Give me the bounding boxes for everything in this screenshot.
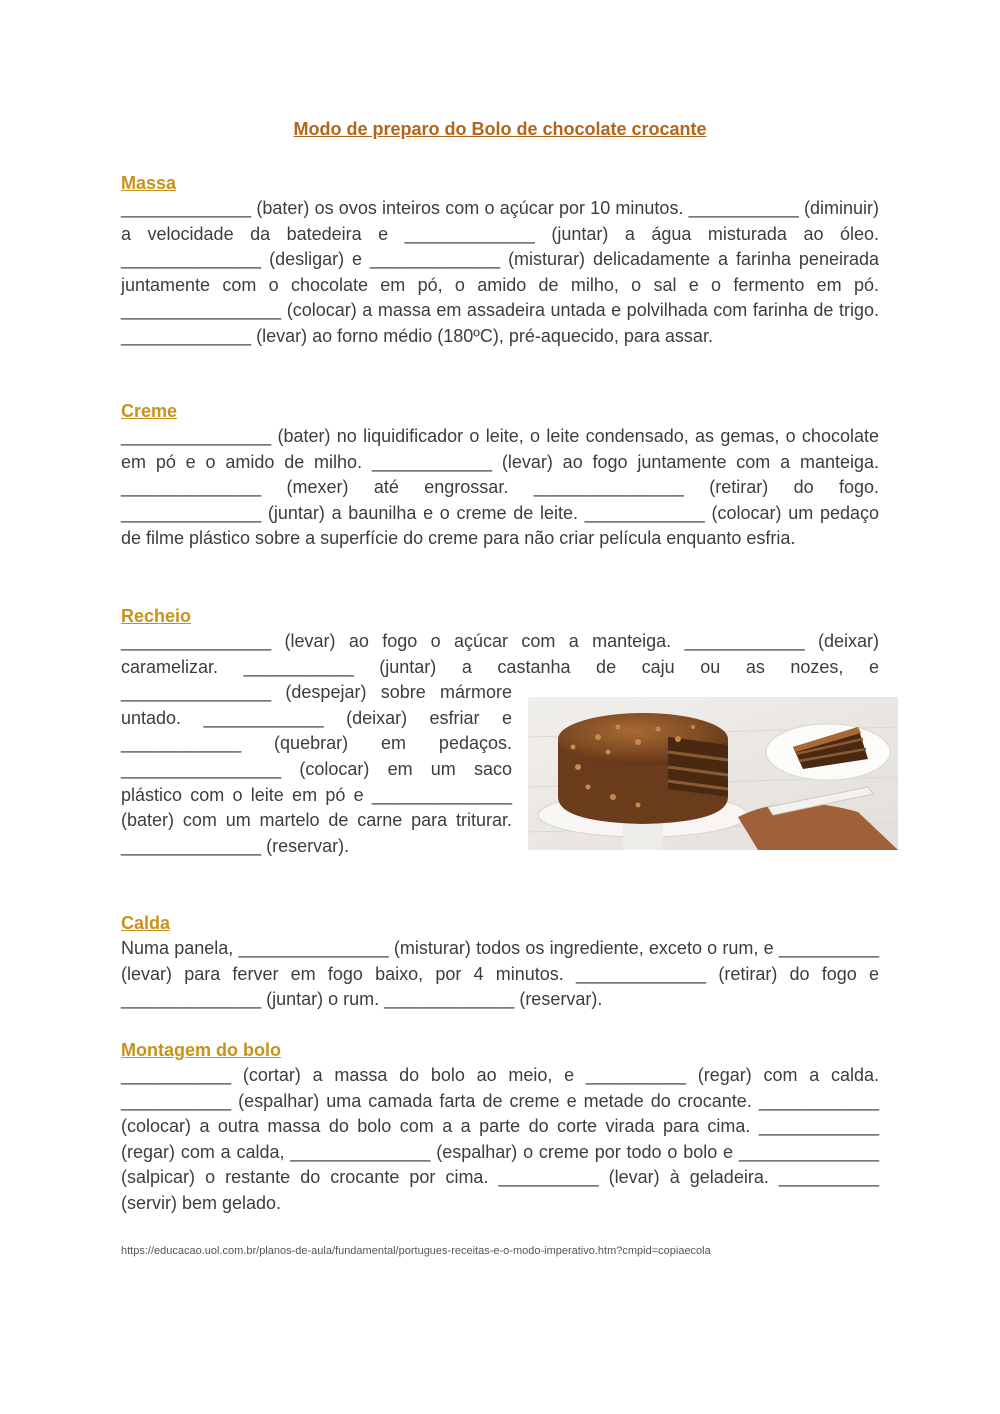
section-calda [121, 910, 879, 1013]
heading-massa: Massa [121, 173, 177, 193]
heading-calda: Calda [121, 913, 171, 933]
paragraph-creme: _______________ (bater) no liquidificador o leite, o leite condensado, as gemas, o chocolate em pó e o amido de milho. ____________ (levar) ao fogo juntamente com a manteiga. ______________ (mexer) até engrossar. _______________ (retirar) do fogo. ______________ (juntar) a baunilha e o creme de leite. ____________ (colocar) um pedaço de filme plástico sobre a superfície do creme para não criar película enquanto esfria. [121, 426, 879, 549]
paragraph-recheio-full: _______________ (levar) ao fogo o açúcar com a manteiga. ____________ (deixar) caramelizar. ___________ (juntar) a castanha de caju ou as nozes, e [121, 631, 879, 677]
source-url: https://educacao.uol.com.br/planos-de-aula/fundamental/portugues-receitas-e-o-modo-imperativo.htm?cmpid=copiaecola [121, 1245, 711, 1257]
paragraph-montagem: ___________ (cortar) a massa do bolo ao meio, e __________ (regar) com a calda. ___________ (espalhar) uma camada farta de creme e metade do crocante. ____________ (colocar) a outra massa do bolo com a a parte do corte virada para cima. ____________ (regar) com a calda, ______________ (espalhar) o creme por todo o bolo e ______________ (salpicar) o restante do crocante por cima. __________ (levar) à geladeira. __________ (servir) bem gelado. [121, 1065, 879, 1213]
paragraph-massa: _____________ (bater) os ovos inteiros com o açúcar por 10 minutos. ___________ (diminuir) a velocidade da batedeira e _____________ (juntar) a água misturada ao óleo. ______________ (desligar) e _____________ (misturar) delicadamente a farinha peneirada juntamente com o chocolate em pó, o amido de milho, o sal e o fermento em pó. ________________ (colocar) a massa em assadeira untada e polvilhada com farinha de trigo. _____________ (levar) ao forno médio (180ºC), pré-aquecido, para assar. [121, 198, 879, 346]
paragraph-calda: Numa panela, _______________ (misturar) todos os ingrediente, exceto o rum, e __________ (levar) para ferver em fogo baixo, por 4 minutos. _____________ (retirar) do fogo e ______________ (juntar) o rum. _____________ (reservar). [121, 938, 879, 1010]
heading-creme: Creme [121, 401, 178, 421]
heading-recheio: Recheio [121, 606, 192, 626]
paragraph-recheio-wrapped: _______________ (despejar) sobre mármore untado. ____________ (deixar) esfriar e ____________ (quebrar) em pedaços. ________________ (colocar) em um saco plástico com o leite em pó e ______________ (bater) com um martelo de carne para triturar. ______________ (reservar). [121, 682, 512, 856]
section-massa [121, 170, 879, 350]
chocolate-cake-photo-icon [528, 697, 898, 850]
section-montagem [121, 1037, 879, 1217]
page-title: Modo de preparo do Bolo de chocolate crocante [293, 119, 707, 139]
heading-montagem: Montagem do bolo [121, 1040, 281, 1060]
section-creme [121, 398, 879, 552]
